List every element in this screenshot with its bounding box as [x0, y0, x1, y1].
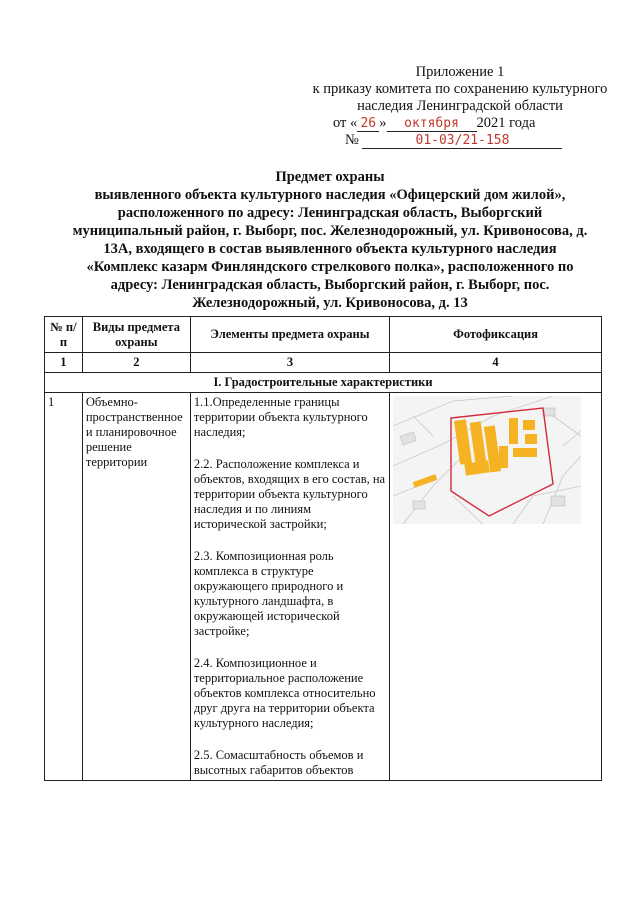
number-value: 01-03/21-158 [362, 133, 562, 149]
header-number: № п/п [45, 317, 83, 353]
date-day: 26 [357, 116, 379, 132]
element-item: 2.5. Сомасштабность объемов и высотных габаритов объектов [193, 748, 364, 777]
annex-line-2: к приказу комитета по сохранению культурного [312, 81, 608, 97]
header-elements: Элементы предмета охраны [190, 317, 389, 353]
document-title [70, 168, 590, 312]
date-year: 2021 года [476, 115, 536, 131]
title-line-1: Предмет охраны [275, 169, 385, 185]
header-types: Виды предмета охраны [82, 317, 190, 353]
order-date [333, 115, 535, 132]
header-photo: Фотофиксация [390, 317, 602, 353]
row-number: 1 [45, 393, 83, 781]
element-item: 1.1.Определенные границы территории объекта культурного наследия; [193, 395, 368, 439]
row-type: Объемно-пространственное и планировочное решение территории [82, 393, 190, 781]
element-item: 2.2. Расположение комплекса и объектов, входящих в его состав, на территории объекта культурного наследия и по линиям исторической застройки; [193, 457, 386, 531]
element-item: 2.4. Композиционное и территориальное расположение объектов комплекса относительно друг друга на территории объекта культурного наследия; [193, 656, 376, 730]
row-photo [390, 393, 602, 781]
protection-table [44, 316, 602, 781]
title-body: выявленного объекта культурного наследия «Офицерский дом жилой», расположенного по адресу: Ленинградская область, Выборгский муниципальный район, г. Выборг, пос. Железнодорожный, ул. Кривоносова, д. 13А, входящего в состав выявленного объекта культурного наследия «Комплекс казарм Финляндского стрелкового полка», расположенного по адресу: Ленинградская область, Выборгский район, г. Выборг, пос. Железнодорожный, ул. Кривоносова, д. 13 [72, 187, 588, 311]
row-elements [190, 393, 389, 781]
col-number-3: 3 [190, 353, 389, 373]
col-number-2: 2 [82, 353, 190, 373]
section-heading: I. Градостроительные характеристики [45, 373, 602, 393]
col-number-1: 1 [45, 353, 83, 373]
annex-line-3: наследия Ленинградской области [357, 98, 563, 114]
order-number [345, 132, 562, 149]
annex-title: Приложение 1 [415, 64, 505, 80]
site-plan-map [393, 396, 581, 524]
date-prefix: от « [333, 115, 358, 131]
col-number-4: 4 [390, 353, 602, 373]
number-prefix: № [345, 132, 359, 148]
date-month: октября [387, 116, 477, 132]
element-item: 2.3. Композиционная роль комплекса в структуре окружающего природного и культурного ландшафта, в окружающей исторической застройке; [193, 549, 344, 638]
date-mid: » [379, 115, 387, 131]
annex-header [290, 64, 630, 115]
